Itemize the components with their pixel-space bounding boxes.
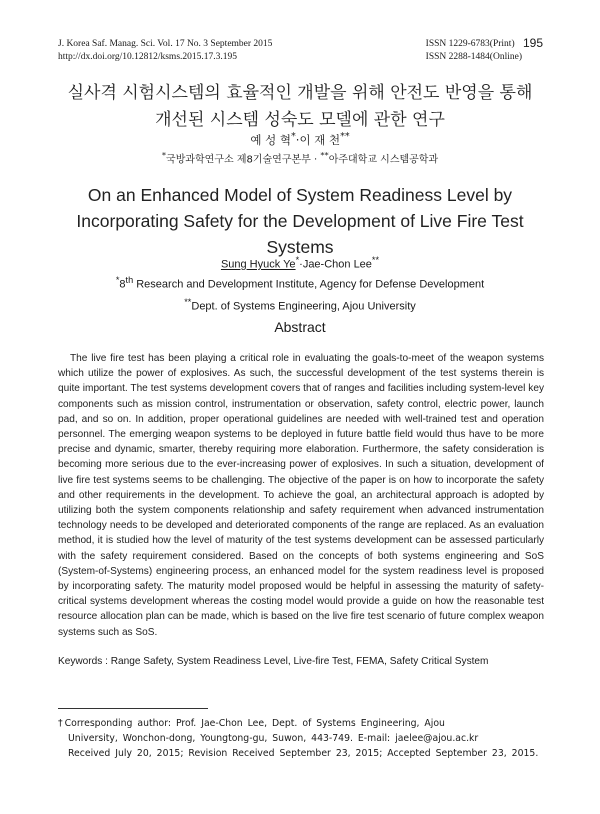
page-number: 195 — [522, 36, 543, 50]
english-title-line2: Incorporating Safety for the Development of Live Fire Test — [76, 211, 524, 231]
doi-link[interactable]: http://dx.doi.org/10.12812/ksms.2015.17.3.195 — [58, 52, 238, 62]
korean-title-line2: 개선된 시스템 성숙도 모델에 관한 연구 — [155, 110, 445, 130]
keywords: Keywords : Range Safety, System Readiness Level, Live-fire Test, FEMA, Safety Critical System — [58, 656, 489, 667]
korean-author2-mark: ** — [340, 131, 350, 142]
korean-author1-mark: * — [290, 131, 296, 142]
english-author1-mark: * — [295, 255, 300, 265]
english-affil1-number: 8 — [119, 278, 126, 291]
korean-affil1-mark: * — [161, 150, 167, 160]
abstract-body: The live fire test has been playing a critical role in evaluating the goals-to-meet of the weapon systems which utilize the power of explosives. As such, the successful development of the test systems therein is quite important. The test systems development covers that of ranges and facilities including system-level key components such as mission control, instrumentation or observation, safety control, electric power, launch pad, and so on. In addition, proper operational guidelines are needed with well-trained test and operation personnel. The emerging weapon systems to be deployed in future battle field would thus have to be more precise and dynamic, smarter, thereby requiring more elaboration. Furthermore, the safety consideration is becoming more serious due to the ever-increasing power of explosives. In such a situation, development of live fire test systems seems to be challenging. The objective of the paper is on how to incorporate the safety and other requirements in the development. To achieve the goal, an architectural approach is adopted by utilizing both the system components relationship and safety requirement when advanced instrumentation technology needs to be developed and deteriorated components of the range are replaced. As an evaluation method, it is studied how the level of maturity of the test systems development can be assessed particularly with the safety requirement considered. Based on the concepts of both systems engineering and SoS (System-of-Systems) engineering process, an enhanced model for the system readiness level is proposed by incorporating safety. The maturity model proposed would be helpful in assessing the maturity of safety-critical systems development whereas the costing model would provide a guide on how the reasonable test resource allocation plan can be made, which is based on the live fire test scenario of future complex weapon systems such as SoS. — [58, 353, 544, 638]
footnote-line3: Received July 20, 2015; Revision Received September 23, 2015; Accepted September 23, 2015. — [68, 748, 539, 759]
korean-affil-separator: · — [310, 154, 321, 166]
korean-affil2-mark: ** — [320, 150, 329, 160]
issn-online: ISSN 2288-1484(Online) — [425, 52, 522, 62]
english-authors — [0, 255, 600, 271]
korean-author-separator: · — [295, 132, 300, 147]
english-author2-mark: ** — [371, 255, 380, 265]
footnote-line1: Corresponding author: Prof. Jae-Chon Lee, Dept. of Systems Engineering, Ajou — [64, 718, 445, 729]
korean-title — [30, 80, 570, 134]
footnote-divider — [58, 708, 208, 709]
korean-affil2: 아주대학교 시스템공학과 — [328, 154, 439, 166]
korean-author2: 이 재 천 — [299, 132, 341, 147]
english-author-separator: · — [299, 258, 303, 271]
korean-title-line1: 실사격 시험시스템의 효율적인 개발을 위해 안전도 반영을 통해 — [67, 83, 533, 103]
korean-affil1: 국방과학연구소 제8기술연구본부 — [166, 154, 311, 166]
korean-author1: 예 성 혁 — [250, 132, 291, 147]
english-author1: Sung Hyuck Ye — [220, 258, 296, 271]
english-author2: Jae-Chon Lee — [302, 258, 372, 271]
dagger-mark: † — [58, 718, 63, 729]
english-affil2-line — [0, 294, 600, 316]
journal-header — [58, 38, 272, 64]
journal-citation: J. Korea Saf. Manag. Sci. Vol. 17 No. 3 September 2015 — [58, 39, 273, 49]
english-affil1: Research and Development Institute, Agency for Defense Development — [133, 278, 485, 291]
issn-print: ISSN 1229-6783(Print) — [425, 39, 515, 49]
english-affil1-line — [0, 272, 600, 294]
english-title — [40, 182, 560, 260]
korean-authors — [0, 131, 600, 148]
english-affil2-mark: ** — [184, 296, 192, 307]
english-title-line1: On an Enhanced Model of System Readiness Level by — [87, 185, 513, 205]
abstract-heading: Abstract — [274, 319, 326, 335]
english-affil1-mark: * — [115, 275, 120, 285]
footnote-line2: University, Wonchon-dong, Youngtong-gu, Suwon, 443-749. E-mail: jaelee@ajou.ac.kr — [68, 733, 479, 744]
english-affil1-ordinal: th — [125, 275, 134, 285]
english-affil2: Dept. of Systems Engineering, Ajou University — [191, 300, 416, 313]
english-title-line3: Systems — [266, 237, 334, 257]
korean-affiliations — [0, 150, 600, 165]
english-affiliations — [0, 272, 600, 315]
footnote — [58, 716, 544, 761]
